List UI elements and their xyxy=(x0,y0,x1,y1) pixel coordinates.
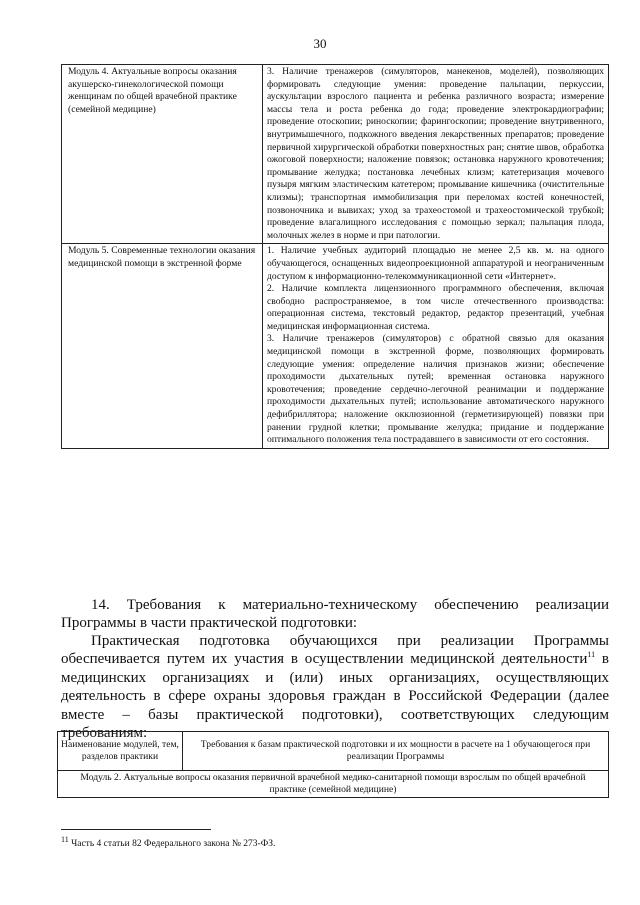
table-row xyxy=(62,65,609,244)
footnote xyxy=(61,834,276,849)
table-header-row xyxy=(58,732,609,771)
page-number: 30 xyxy=(313,36,327,51)
requirement-paragraph: 3. Наличие тренажеров (симуляторов) с обратной связью для оказания медицинской помощи в экстренной форме, позволяющих формировать следующие умения: определение наличия признаков жизни; обеспечение проходимости дыхательных путей; временная остановка наружного кровотечения; проведение сердечно-легочной реанимации и поддержание проходимости дыхательных путей; использование автоматического наружного дефибриллятора; наложение окклюзионной (герметизирующей) повязки при ранении грудной клетки; промывание желудка; придание и поддержание оптимального положения тела пострадавшего в зависимости от его состояния. xyxy=(267,333,604,446)
footnote-text: Часть 4 статьи 82 Федерального закона № 273-ФЗ. xyxy=(68,839,276,849)
paragraph-start: Практическая подготовка обучающихся при реализации Программы обеспечивается путем их участия в осуществлении медицинской деятельности xyxy=(61,633,609,668)
header-cell-modules: Наименование модулей, тем, разделов практики xyxy=(58,732,183,771)
section-heading: 14. Требования к материально-техническому обеспечению реализации Программы в части практической подготовки: xyxy=(61,597,609,631)
module-name-cell: Модуль 4. Актуальные вопросы оказания акушерско-гинекологической помощи женщинам по общей врачебной практике (семейной медицине) xyxy=(62,65,263,244)
requirement-paragraph: 1. Наличие учебных аудиторий площадью не менее 2,5 кв. м. на одного обучающегося, оснащенных видеопроекционной аппаратурой и неограниченным доступом к информационно-телекоммуникационной сети «Интернет». xyxy=(267,245,604,282)
body-paragraph xyxy=(61,632,609,742)
modules-requirements-table xyxy=(61,64,609,449)
header-cell-requirements: Требования к базам практической подготовки и их мощности в расчете на 1 обучающегося при реализации Программы xyxy=(183,732,609,771)
table-row xyxy=(58,771,609,798)
module-requirements-cell xyxy=(263,65,609,244)
table-row xyxy=(62,244,609,449)
module-requirements-cell xyxy=(263,244,609,449)
paragraph-end: в медицинских организациях и (или) иных организациях, осуществляющих деятельность в сфере охраны здоровья граждан в Российской Федерации (далее вместе – базы практической подготовки), соответствующих следующим требованиям: xyxy=(61,651,609,742)
footnote-divider xyxy=(61,829,211,830)
module-row-cell: Модуль 2. Актуальные вопросы оказания первичной врачебной медико-санитарной помощи взрослым по общей врачебной практике (семейной медицине) xyxy=(58,771,609,798)
requirement-paragraph: 3. Наличие тренажеров (симуляторов, манекенов, моделей), позволяющих формировать следующие умения: проведение пальпации, перкуссии, аускультации взрослого пациента и ребенка различного возраста; измерение массы тела и роста ребенка до года; проведение электрокардиографии; проведение отоскопии; риноскопии; фарингоскопии; проведение внутривенного, внутримышечного, подкожного введения лекарственных препаратов; проведение первичной хирургической обработки поверхностных ран; снятие швов, обработка ожоговой поверхности; наложение повязок; остановка наружного кровотечения; промывание желудка; постановка лечебных клизм; катетеризация мочевого пузыря мягким эластическим катетером; промывание кишечника (очистительные клизмы); транспортная иммобилизация при переломах костей конечностей, позвоночника и вывихах; уход за трахеостомой и трахеостомической трубкой; проведение влагалищного исследования с помощью зеркал; пальпация плода, молочных желез в норме и при патологии. xyxy=(267,66,604,241)
module-name-cell: Модуль 5. Современные технологии оказания медицинской помощи в экстренной форме xyxy=(62,244,263,449)
practice-bases-table xyxy=(57,731,609,798)
requirement-paragraph: 2. Наличие комплекта лицензионного программного обеспечения, включая свободно распространяемое, в том числе отечественного производства: операционная система, текстовый редактор, редактор презентаций, учебная медицинская информационная система. xyxy=(267,283,604,332)
footnote-reference: 11 xyxy=(587,650,596,660)
footnote-marker: 11 xyxy=(61,834,69,844)
